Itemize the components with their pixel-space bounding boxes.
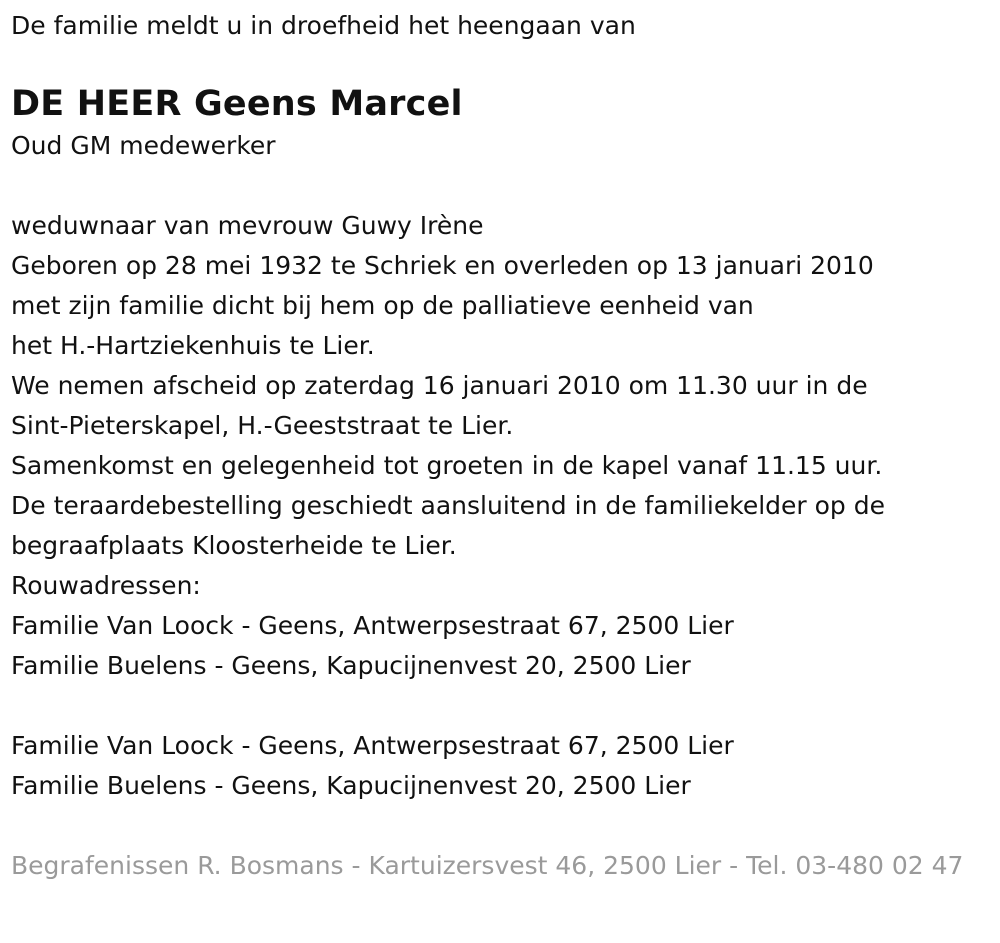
body-line: We nemen afscheid op zaterdag 16 januari 2010 om 11.30 uur in de: [11, 371, 868, 400]
spacer: [11, 166, 989, 206]
body-line: Geboren op 28 mei 1932 te Schriek en overleden op 13 januari 2010: [11, 251, 874, 280]
body-line: met zijn familie dicht bij hem op de palliatieve eenheid van: [11, 291, 754, 320]
address-line: Familie Buelens - Geens, Kapucijnenvest 20, 2500 Lier: [11, 651, 691, 680]
obituary-body: [11, 206, 989, 686]
spacer: [11, 686, 989, 726]
funeral-home-footer: Begrafenissen R. Bosmans - Kartuizersvest 46, 2500 Lier - Tel. 03-480 02 47: [11, 851, 964, 880]
body-line: De teraardebestelling geschiedt aansluitend in de familiekelder op de: [11, 491, 885, 520]
body-line: weduwnaar van mevrouw Guwy Irène: [11, 211, 484, 240]
body-line: het H.-Hartziekenhuis te Lier.: [11, 331, 375, 360]
rouwadressen-label: Rouwadressen:: [11, 571, 201, 600]
body-line: Samenkomst en gelegenheid tot groeten in de kapel vanaf 11.15 uur.: [11, 451, 883, 480]
body-line: Sint-Pieterskapel, H.-Geeststraat te Lier.: [11, 411, 514, 440]
address-line: Familie Van Loock - Geens, Antwerpsestraat 67, 2500 Lier: [11, 731, 734, 760]
address-line: Familie Buelens - Geens, Kapucijnenvest 20, 2500 Lier: [11, 771, 691, 800]
intro-text: De familie meldt u in droefheid het heengaan van: [11, 11, 636, 40]
deceased-occupation: Oud GM medewerker: [11, 131, 276, 160]
body-line: begraafplaats Kloosterheide te Lier.: [11, 531, 457, 560]
address-line: Familie Van Loock - Geens, Antwerpsestraat 67, 2500 Lier: [11, 611, 734, 640]
addresses-repeat: [11, 726, 989, 806]
deceased-name: DE HEER Geens Marcel: [11, 84, 463, 124]
